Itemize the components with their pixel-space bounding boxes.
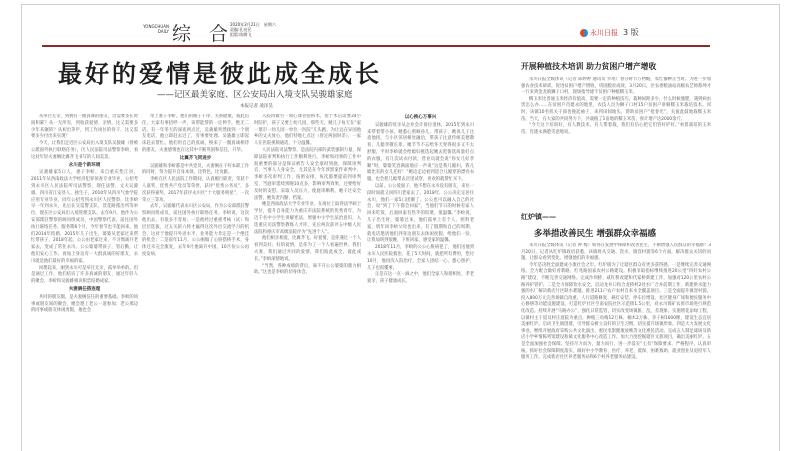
page-number: 3 版 <box>623 28 639 37</box>
paper-english-name <box>124 24 169 34</box>
header-rule-left <box>42 45 375 47</box>
issue-date: 2020年3月21日 星期六 <box>230 22 276 27</box>
editor-credit: 责编:孔亮民 <box>230 27 252 32</box>
paragraph: 去年，吴骏雄代表永川区公安局，作为公安部派驻警察顾问组成员，前往国外执行联络任务。李蚧说，这次他出去，有很多不容易；一是他经过重重考核（试）和层层选拔，过五关斩六将才赢得这次外出交流学习的机会，这对于他提升外语水平、业务能力肯定是一个绝佳的机会；二是前年11月，公公刚做了心脏搭桥手术，身体还未完全康复，去年9月他离开中国，10月份公公再度发病， <box>142 204 249 257</box>
paragraph: 共同的朋友圈，是夫妻俩信任的重要基础。李蚧的同事或朋友间的聚会，她会邀上老公一道参加；老公那边的同事或朋友休闲度假，他也会 <box>31 294 138 314</box>
main-headline: 最好的爱情是彼此成全成长 <box>58 60 382 88</box>
header-rule-right <box>375 45 710 47</box>
paragraph: 糯玉米比普通玉米经济价值高，需要一定的种植技巧。栽种间距多少，什么时候施肥，遇到病虫害怎么办……在贫困户肖建永的地里，农技人员为狮子口村15户贫困户讲解糯玉米栽培技术。同时，该镇10名机关干部也挽起袖子，来到田间地头，帮助贫困户“抢春光”，关彼此鼓地栽糯玉米苗。当天，在大家的共同努力下，共栽植了1亩地的糯玉米苗，预计增产达2000余斤。 <box>521 96 711 122</box>
paragraph: “当然，各种成绩的背后，离不开公公婆婆的鼎力相助。”这也是李蚧的切身体会。 <box>254 263 361 276</box>
section-subheading: 永川是个新环境 <box>68 162 101 168</box>
article-column-2 <box>142 114 249 259</box>
paragraph: 2018年11月，李蚧的公公心脏病犯了，他们送他到永川人民医院救治，花了5天时间，就把所有费用，垫付10月，他再次入院治疗，全家人团结一心，悉心照护，儿子也很懂事。 <box>367 245 474 271</box>
paragraph: 人民法院司法警察，是法院内部的武装强制力量，保障法院审判和执行工作顺利进行。李蚧和同事的工作中很重要的部分是保证被告人安全准时到庭，保障审判官、当事人人身安全，尤其是在今年涉黑案件审判中，李蚧多次审判工作，按照安排，每次都要提前到审判室，当庭审延续到晚10点多，影响审判效果，还要给好及时的安慰。采取人员压力，使庭审顺利。她干过安全法警，她负责内勤、档案。 <box>254 147 361 201</box>
side-article-2-body <box>521 243 711 362</box>
paragraph: 他们相亲相爱，比翼齐飞。好爱情，是你遇过一个人看到美好；好的爱情，是你为了一个人看遍世界。我们夫妻，我们通过共同的爱情，我们彼此成全，彼此成长。”李蚧深情地说。 <box>254 236 361 262</box>
side-headline-2: 多举措改善民生 增强群众幸福感 <box>534 229 656 239</box>
paragraph: 正是在这一点一滴之中，他们全家人和谐相处，孝老爱亲，孩子健康成长。 <box>367 272 474 285</box>
logo-text: 永川日报 <box>590 28 618 37</box>
layout-credit: 组版:陈腾飞 <box>230 32 252 37</box>
paragraph: 永川日报全媒体讯（记者 钟 梅）如何在发展中保障和改善民生，不断增强人民群众的幸福感？3月20日，记者从红炉镇政府获悉，该镇将从交通、饮水、镇容村貌等6个方面，解决群众关切的问题，让群众看到变化，增强他们的幸福感。 <box>521 243 711 262</box>
paragraph: 今天，让我们走近区公安局出入境支队吴骏雄（曾被公派国外执行联络任务），区人民法院司法警察李蚧，看这对年轻夫妻俩比翼齐飞书写的人间美景。 <box>31 141 138 160</box>
issue-meta <box>230 22 276 37</box>
paragraph: “今天这个培训好，有人教技术，有人帮着栽，我们有信心把它们管好护好。”看着栽培的玉米苗，肖建永满脸笑意地说。 <box>521 123 711 135</box>
article-column-4 <box>367 114 474 286</box>
side-headline-1: 开展种植技术培训 助力贫困户增产增收 <box>521 62 657 71</box>
masthead <box>22 5 779 47</box>
main-subhead: ——记区最美家庭、区公安局出入境支队吴骏雄家庭 <box>157 90 353 100</box>
paragraph: 入院再做另一项心血管搭桥术，由于术后需要24小时陪护，孩子又要上幼儿园，那些天，她儿子每天在“家一菜市一幼儿园一单位一医院”几头跑。为让远在异国他乡的丈夫放心，他们特地七点过（曾定两国时差），一家人在医院视频通话，十分温馨。 <box>254 114 361 147</box>
paper-logo <box>580 27 639 38</box>
section-subheading: 比翼齐飞同进步 <box>179 155 212 161</box>
section-title: 综 合 <box>172 23 235 45</box>
section-subheading: 夫妻俩任搭连理 <box>68 286 101 292</box>
paragraph: 回想起来，刚到永川可是举目无亲，孤单举单的。但是通过工作，他们结识了许多真诚的朋友，通过年轻人的聚会，李蚧和吴骏雄相识相恋结婚成家。 <box>31 265 138 285</box>
paragraph: 吴骏雄和李蚧都是中共党员，夫妻俩在干好本职工作的同时，努力提升自身本领，比特色，比贡献。 <box>142 163 249 176</box>
article-column-3 <box>254 114 361 277</box>
logo-mark-icon <box>580 29 588 37</box>
paragraph: 吴骏雄家5口人，妻子李蚧，来自重庆垫江县，2011年从西南政法大学经济犯罪侦查专业毕业，公招考到永川区人民法院所司法警察，现任法警。丈夫吴骏雄，四川省江安县人，独生子，2010年从四川气象学院应用专业毕业，同年公招考到永川区人民警察，比李蚧早一年到永川，先后在交巡警支队、萱花路派出所等单位，现在区公安局出入境管理支队。去年9月，他作为公安部派驻警察的顾问组成员，中国警察代表，前往国外执行联络任务，服务期6个月，今年春节也不能回来。他们2014年结婚，2015年儿子出生，婆婆从老家过来帮忙带孩子，2018年起，公公由老家过来，不习惯离开老家去，变成了常住永川。公公婆婆带孩子，管后勤，让他们安心工作。再加上身边有一大群真诚的好朋友，永川就是他们最好的幸福的家。 <box>31 170 138 264</box>
paragraph: 永川日报全媒体讯（记者 陈婷婷 通讯员 罗瑶）春分时节万物醒，农忙播种正当时。为进一步加强农业技术研训，促进贫困户增产增收，巩固脱贫成效，3月20日，区农委粮油站高级农艺师蔡坤才一行来到金龙镇狮子口村，现场指导建卡贫困户种植糯玉米。 <box>521 77 711 96</box>
article-column-1 <box>31 114 138 315</box>
paragraph: 带上妻子李蚧。他们的圈子干净、关系健康，彼此信任，大家有事招呼一声，该帮能帮的一定伸手，绝无二话。有一年冬天的深夜两点过，吴骏雄突然接到一个朋友电话，他立即赶去过了，有事要处理。吴骏雄立即起床赶去帮忙。他们用自己的真诚，换来了一圈真诚相待的朋友，夫妻感情也在这其中不断巩固和信任，升华。 <box>142 114 249 153</box>
newspaper-page <box>21 4 780 451</box>
side-kicker-2: 红炉镇—— <box>521 213 556 221</box>
paragraph: 从举目无亲，到拥有一圈真诚的朋友，这需要多长时间积累？从一无所有，到收获爱情、亲情，这又需要多少年来辗转？从初出茅庐，到工作岗位的骨干，这又需要多少付出来实现？ <box>31 114 138 140</box>
section-subheading: 以心换心万事兴 <box>404 115 437 120</box>
paper-en-line2: DAILY <box>157 29 169 34</box>
paragraph: 李蚧在区人民法院工作期间，认真履行职责，荣获个人嘉奖、优秀共产党员等荣誉，获评“优秀公务员”，多次获得嘉奖，2017年获评永川区“十大服务明星”，一次荣立三等功。 <box>142 177 249 203</box>
paragraph: 今年是决胜全面建成小康社会之年。红炉镇为了让辖区群众有更多获得感，一是继续完善交通网络。全力配合做好青新路、红兆路国家农村公路建设。积极争取指标继续推进20公里“四好农村公路”建设，不断完善交通网络。完成沙坝桥、咸红桥改建和代家桥新建工作，加强对120公里农村公路养护管护。二是全力保障饮水安全。启动龙井口和合龙桥村2处水厂合并前期工作，新建供水能力强的水厂解决新店片区缺水难题。推进211户农户农村自来水全覆盖项目。三是全面提升镇容村貌。投入800万元完善场镇自改重，人行道路修复、路灯安装、停车位增设、社区健身广场和便民服务中心修缮等功能设施建设。打造红炉社区至南安院社区示范街1.5公里，对永川煤矿农贸市场进行规范化改造。持续开展“马路办公”，强化日常监管，切实改变场镇脏、乱、差现象。实施增花添绿工程，以镇村主干道及村庄庭院为重点，种植三角梅12万株、楠木2万株、李子树1600棵，建设生态宜居美丽红炉。启动卫生镇创建，引导群众树立良好的卫生习惯，切实提升场镇形象。四是大力发展文化事业。继续开展政府采购公共文化演出，惠民电影健康放映等文化惠民活动。完成五人制足球场及新店小学乡情陈列馆建设和镇文化服务中心改造工作。加大力度挖掘辖区文旅项目，确出美丽红炉。五是全面加强社会保障。坚持尽力而为，量力而行，进一步落实“七有”保障要求，严格程序，认真审核，抓好社会保障制度落实，做好中小学教育、医疗、养老、低保、困难救助、就业创业及退役军人服务工作。完成新店社区养老服务站和6个村养老服务站建设。 <box>521 262 711 361</box>
paragraph: 以前，公公爱面子，他不想在永川没有朋友，来住一段时间就又回四川老家去了。2018年，公公决定定居住永川，他们一家5口团聚了。公公也可以融入自己的社会，说“到了下午都会回家”，当他们节日的时候有家人回来吃饭，后面回家有热乎的饭菜，很温馨。”李蚧说，儿子出生时，婆婆过来，他们孤单上有个人，照料老家，明年回李蚧父母也出来，有了假期和自己的周期，就电话邀请他们到身边朋友去休闲度假，给他们一份，让我加班到很晚，下班回家，感受家的温馨。 <box>367 183 474 244</box>
paragraph: 吴骏雄的母亲从企业会计岗位退休，2015年到永川来帮着带小孩，她悉心照顾孙儿，带孩子，她说儿子注意他找，与小区邻居相处融洽，带孩子注意传统美德教育，儿媳孝敬长辈。她节节不忘给冬天穿得很多又不太舒服，平时李蚧就会给媳妇挑选起她去逛街选质量好点的衣服，有几次试衣付款，营业员就会说“你女儿好孝顺”时，婆婆笑容满面地应一声说“这是我儿媳妇，我儿媳比有的女儿还好！”她边走边看到适合儿媳穿的漂亮衣服，也会把儿媳带去店里试穿，喜欢的就帮忙买下。 <box>367 122 474 183</box>
side-article-1-body <box>521 77 711 136</box>
paper-en-line1: YONGCHUAN <box>143 24 169 29</box>
main-byline: 本报记者 凌泽昊 <box>240 104 273 109</box>
paragraph: 她是西南政法大学专业毕业，在岗位上取得法学硕士学位，提升自身能力为重庆市法院系统的优秀青年，为迈千名中小学生讲解宪法，增强中小学生法治意识，入选重庆司法警察教练人才库，先后两次获评五中级人民法院和重庆市高级法院评为“先进个人”。 <box>254 202 361 235</box>
